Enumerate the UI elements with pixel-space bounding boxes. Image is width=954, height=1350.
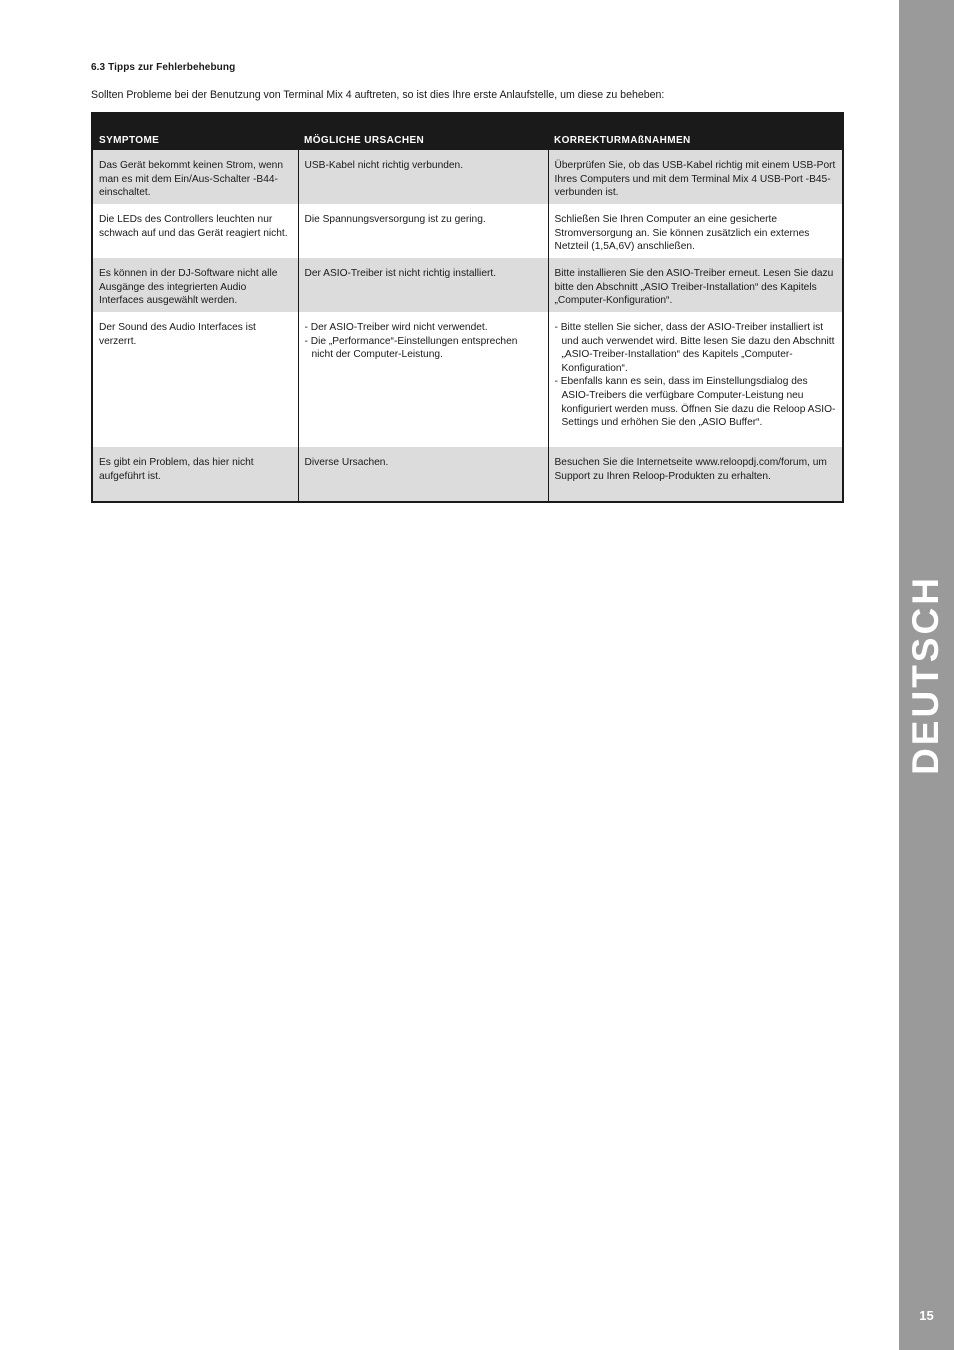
fix-cell: Besuchen Sie die Internetseite www.reloopdj.com/forum, um Support zu Ihren Reloop-Produkten zu erhalten. [548,447,843,502]
table-row [92,150,843,204]
intro-paragraph: Sollten Probleme bei der Benutzung von Terminal Mix 4 auftreten, so ist dies Ihre erste Anlaufstelle, um diese zu beheben: [91,89,665,101]
cause-cell [298,312,548,447]
symptom-cell: Es gibt ein Problem, das hier nicht aufgeführt ist. [92,447,298,502]
cause-item: - Die „Performance“-Einstellungen entsprechen nicht der Computer-Leistung. [304,335,518,361]
fix-item: - Bitte stellen Sie sicher, dass der ASIO-Treiber installiert ist und auch verwendet wird. Bitte lesen Sie dazu den Abschnitt „ASIO-Treiber-Installation“ des Kapitels „Computer-Konfiguration“. [554,322,835,374]
cause-cell: USB-Kabel nicht richtig verbunden. [298,150,548,204]
symptom-cell: Der Sound des Audio Interfaces ist verzerrt. [92,312,298,447]
cause-cell: Diverse Ursachen. [298,447,548,502]
fix-cell: Überprüfen Sie, ob das USB-Kabel richtig mit einem USB-Port Ihres Computers und mit dem Terminal Mix 4 USB-Port -B45- verbunden ist. [548,150,843,204]
fix-cell: Schließen Sie Ihren Computer an eine gesicherte Stromversorgung an. Sie können zusätzlich ein externes Netzteil (1,5A,6V) anschließen. [548,204,843,258]
header-causes: MÖGLICHE URSACHEN [298,113,548,150]
fix-list [555,321,837,430]
table-row [92,447,843,502]
cause-list [305,321,542,362]
table-header-row [92,113,843,150]
cause-cell: Der ASIO-Treiber ist nicht richtig installiert. [298,258,548,312]
fix-cell [548,312,843,447]
symptom-cell: Es können in der DJ-Software nicht alle Ausgänge des integrierten Audio Interfaces ausgewählt werden. [92,258,298,312]
section-heading: 6.3 Tipps zur Fehlerbehebung [91,62,236,73]
table-row [92,204,843,258]
symptom-cell: Das Gerät bekommt keinen Strom, wenn man es mit dem Ein/Aus-Schalter -B44- einschaltet. [92,150,298,204]
header-fixes: KORREKTURMAßNAHMEN [548,113,843,150]
cause-cell: Die Spannungsversorgung ist zu gering. [298,204,548,258]
fix-item: - Ebenfalls kann es sein, dass im Einstellungsdialog des ASIO-Treibers die verfügbare Computer-Leistung neu konfiguriert werden muss. Öffnen Sie dazu die Reloop ASIO-Settings und erhöhen Sie den „ASIO Buffer“. [554,376,836,429]
language-label: DEUTSCH [905,575,946,775]
page-number: 15 [919,1308,934,1323]
symptom-cell: Die LEDs des Controllers leuchten nur schwach auf und das Gerät reagiert nicht. [92,204,298,258]
header-symptoms: SYMPTOME [92,113,298,150]
cause-item: - Der ASIO-Treiber wird nicht verwendet. [304,322,488,333]
table-row [92,258,843,312]
fix-cell: Bitte installieren Sie den ASIO-Treiber erneut. Lesen Sie dazu bitte den Abschnitt „ASIO Treiber-Installation“ des Kapitels „Computer-Konfiguration“. [548,258,843,312]
troubleshooting-table [91,112,844,503]
table-row [92,312,843,447]
